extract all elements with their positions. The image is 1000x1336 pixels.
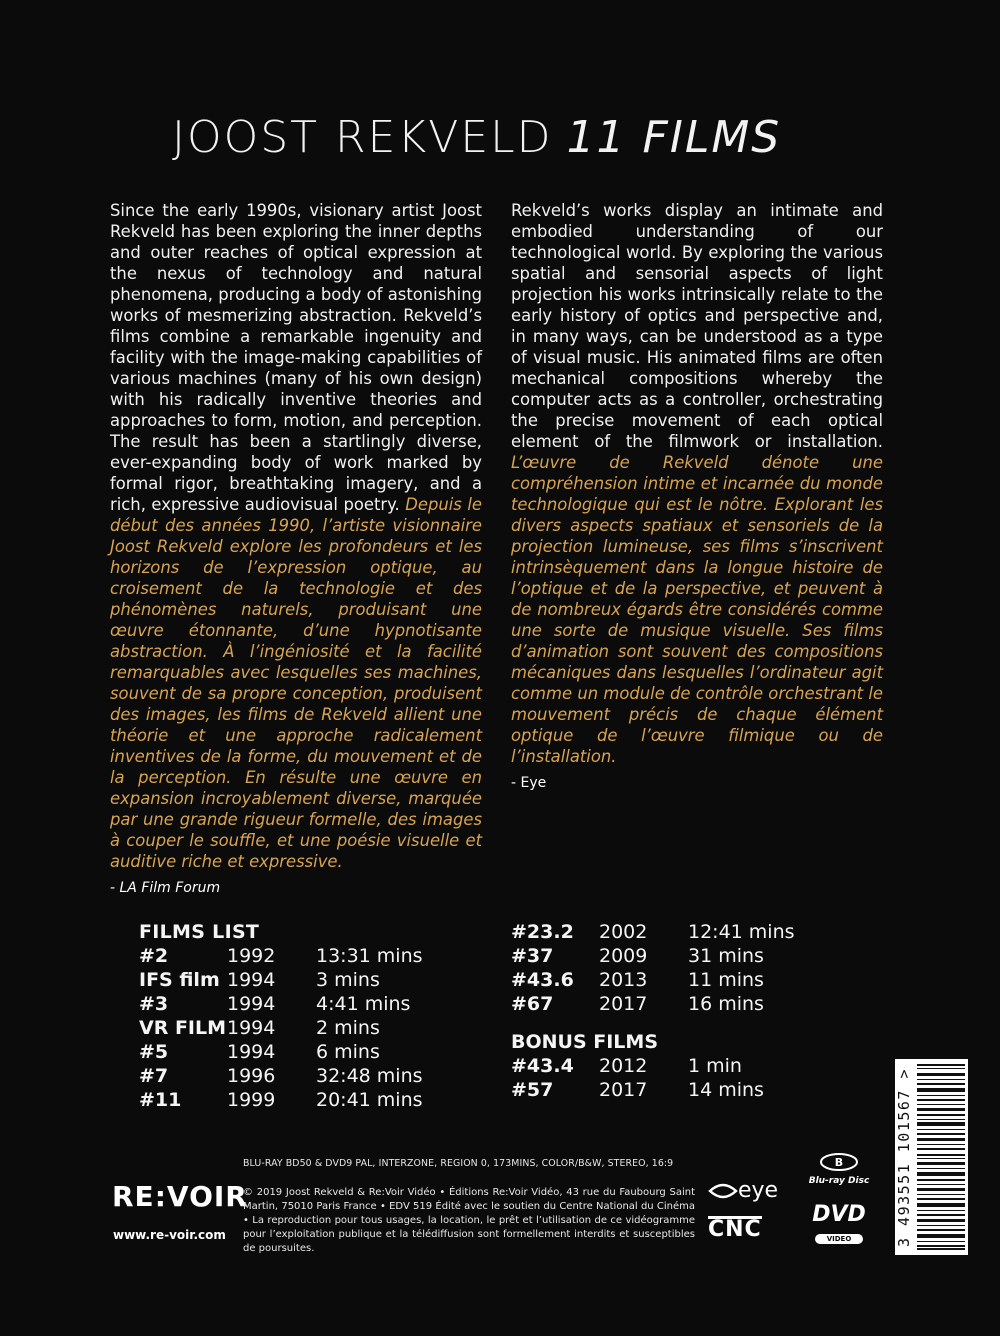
film-row [511, 920, 808, 944]
film-year: 1999 [227, 1089, 276, 1111]
website-url[interactable]: www.re-voir.com [113, 1228, 226, 1242]
film-year: 1994 [227, 1041, 276, 1063]
film-duration: 11 mins [688, 969, 764, 991]
film-row [511, 1054, 808, 1078]
film-title: #37 [511, 945, 554, 967]
eye-logo-text: eye [738, 1178, 779, 1203]
film-title: #23.2 [511, 921, 574, 943]
film-duration: 14 mins [688, 1079, 764, 1101]
film-row [139, 1088, 436, 1112]
dvd-logo [804, 1204, 874, 1245]
film-duration: 20:41 mins [316, 1089, 423, 1111]
film-duration: 1 min [688, 1055, 742, 1077]
film-duration: 12:41 mins [688, 921, 795, 943]
film-year: 2002 [599, 921, 648, 943]
film-row [139, 1064, 436, 1088]
left-english-text: Since the early 1990s, visionary artist Joost Rekveld has been exploring the inner depths and outer reaches of optical expression at the nexus of technology and natural phenomena, producing a body of astonishing works of mesmerizing abstraction. Rekveld’s films combine a remarkable ingenuity and facility with the image-making capabilities of various machines (many of his own design) with his radically inventive theories and approaches to form, motion, and perception. The result has been a startlingly diverse, ever-expanding body of work marked by formal rigor, breathtaking imagery, and a rich, expressive audiovisual poetry. [110, 201, 482, 514]
film-year: 2017 [599, 993, 648, 1015]
barcode [895, 1059, 968, 1255]
films-list-right [511, 920, 808, 1102]
right-text-column [511, 200, 883, 794]
svg-text:B: B [834, 1156, 844, 1169]
film-row [139, 968, 436, 992]
film-title: #43.4 [511, 1055, 574, 1077]
film-row [511, 992, 808, 1016]
films-list-left [139, 920, 436, 1112]
film-row [511, 944, 808, 968]
film-year: 2012 [599, 1055, 648, 1077]
eye-icon [708, 1182, 738, 1200]
eye-logo [708, 1178, 778, 1203]
left-text-column [110, 200, 482, 899]
title-name: JOOST REKVELD [172, 112, 553, 163]
legal-notice: © 2019 Joost Rekveld & Re:Voir Vidéo • Éditions Re:Voir Vidéo, 43 rue du Faubourg Saint Martin, 75010 Paris France • EDV 519 Édité avec le soutien du Centre National du Cinéma • La reproduction pour tous usages, la location, le prêt et l’utilisation de ce vidéogramme pour l’exploitation publique et la télédiffusion sont formellement interdits et susceptibles de poursuites. [243, 1187, 695, 1254]
film-title: IFS film [139, 969, 220, 991]
film-title: #5 [139, 1041, 169, 1063]
film-title: #11 [139, 1089, 182, 1111]
film-duration: 3 mins [316, 969, 380, 991]
film-year: 1994 [227, 993, 276, 1015]
film-row [139, 944, 436, 968]
film-year: 2013 [599, 969, 648, 991]
right-english-text: Rekveld’s works display an intimate and embodied understanding of our technological world. By exploring the various spatial and sensorial aspects of light projection his works intrinsically relate to the early history of optics and perspective and, in many ways, can be understood as a type of visual music. His animated films are often mechanical compositions whereby the computer acts as a controller, orchestrating the precise movement of each optical element of the filmwork or installation. [511, 201, 883, 451]
bluray-disc-icon [819, 1152, 859, 1172]
barcode-bars [917, 1064, 965, 1250]
film-title: #57 [511, 1079, 554, 1101]
film-duration: 31 mins [688, 945, 764, 967]
revoir-logo: RE:VOIR [112, 1180, 248, 1213]
left-french-text: Depuis le début des années 1990, l’artiste visionnaire Joost Rekveld explore les profondeurs et les horizons de l’expression optique, au croisement de la technologie et des phénomènes naturels, produisant une œuvre étonnante, d’une hypnotisante abstraction. À l’ingéniosité et la facilité remarquables avec lesquelles ses machines, souvent de sa propre conception, produisent des images, les films de Rekveld allient une théorie et une approche radicalement inventives de la forme, du mouvement et de la perception. En résulte une œuvre en expansion incroyablement diverse, marquée par une grande rigueur formelle, des images à couper le souffle, et une poésie visuelle et auditive riche et expressive. [110, 495, 482, 871]
film-title: VR FILM [139, 1017, 227, 1039]
left-credit: - LA Film Forum [110, 880, 221, 896]
film-year: 1996 [227, 1065, 276, 1087]
film-title: #2 [139, 945, 169, 967]
film-duration: 4:41 mins [316, 993, 411, 1015]
film-row [511, 1078, 808, 1102]
film-title: #7 [139, 1065, 169, 1087]
film-year: 1994 [227, 969, 276, 991]
film-year: 1994 [227, 1017, 276, 1039]
bonus-films-heading: BONUS FILMS [511, 1031, 659, 1053]
film-row [139, 992, 436, 1016]
dvd-logo-text: DVD [812, 1202, 866, 1227]
film-row [139, 1040, 436, 1064]
film-row [139, 1016, 436, 1040]
dvd-logo-sub: VIDEO [815, 1234, 864, 1244]
page-title [172, 112, 781, 163]
barcode-digits: 3 493551 101567 > [895, 1067, 913, 1247]
film-title: #3 [139, 993, 169, 1015]
cnc-logo: CNC [708, 1217, 762, 1242]
film-row [511, 968, 808, 992]
film-year: 1992 [227, 945, 276, 967]
film-title: #67 [511, 993, 554, 1015]
film-duration: 2 mins [316, 1017, 380, 1039]
film-year: 2009 [599, 945, 648, 967]
disc-spec: BLU-RAY BD50 & DVD9 PAL, INTERZONE, REGION 0, 173MINS, COLOR/B&W, STEREO, 16:9 [243, 1158, 674, 1169]
film-duration: 6 mins [316, 1041, 380, 1063]
film-year: 2017 [599, 1079, 648, 1101]
film-duration: 32:48 mins [316, 1065, 423, 1087]
films-list-heading: FILMS LIST [139, 921, 260, 943]
film-duration: 16 mins [688, 993, 764, 1015]
film-duration: 13:31 mins [316, 945, 423, 967]
film-title: #43.6 [511, 969, 574, 991]
right-french-text: L’œuvre de Rekveld dénote une compréhension intime et incarnée du monde technologique qui est le nôtre. Explorant les divers aspects spatiaux et sensoriels de la projection lumineuse, ses films s’inscrivent intrinsèquement dans la longue histoire de l’optique et de la perspective, et peuvent à de nombreux égards être considérés comme une sorte de musique visuelle. Ses films d’animation sont souvent des compositions mécaniques dans lesquelles l’ordinateur agit comme un module de contrôle orchestrant le mouvement précis de chaque élément optique de l’œuvre filmique ou de l’installation. [511, 453, 883, 766]
title-films: 11 FILMS [566, 112, 782, 163]
bluray-logo [804, 1152, 874, 1186]
right-credit: - Eye [511, 775, 547, 791]
bluray-logo-text: Blu-ray Disc [808, 1176, 870, 1186]
